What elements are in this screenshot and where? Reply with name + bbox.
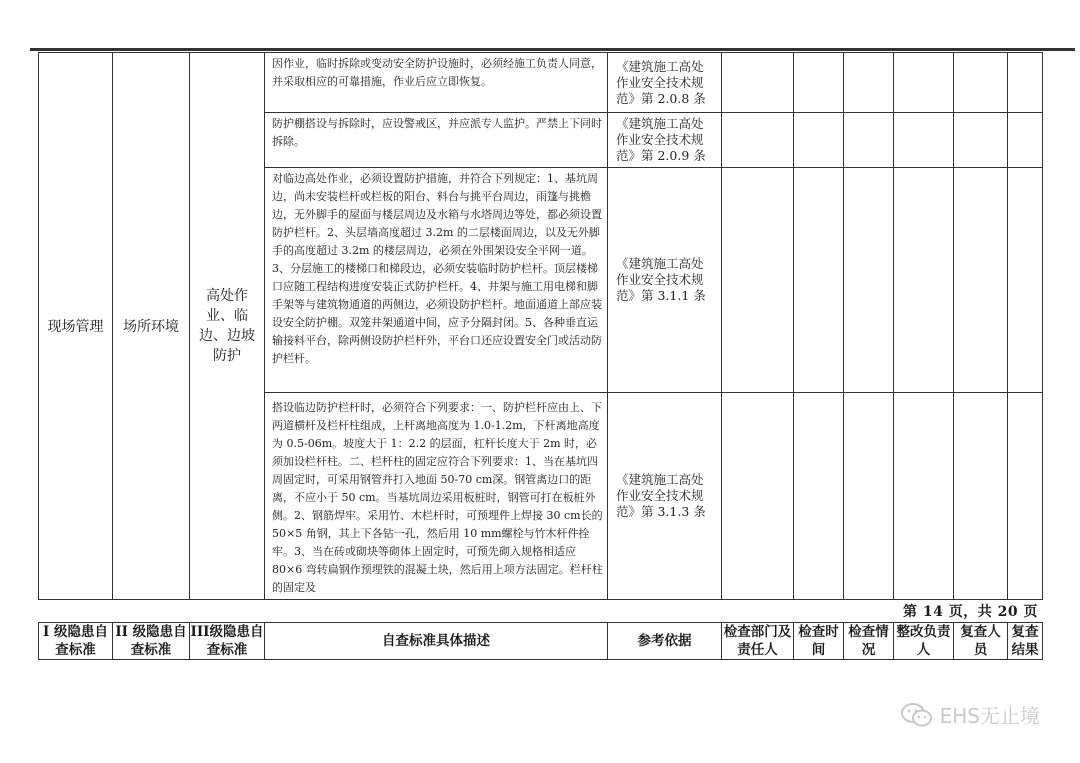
level3-category: 高处作业、临边、边坡防护 [190,53,265,600]
header-row [39,623,1043,660]
header-status: 检查情况 [844,623,894,660]
row-description: 搭设临边防护栏杆时，必须符合下列要求：一、防护栏杆应由上、下两道横杆及栏杆柱组成，上杆离地高度为 1.0-1.2m，下杆离地高度为 0.5-06m。坡度大于 1：2.2 的层面，杠杆长度大于 2m 时，必须加设栏杆柱。二、栏杆柱的固定应符合下列要求：1、当在基坑四周固定时，可采用钢管并打入地面 50-70 cm深。钢管离边口的距离，不应小于 50 cm。当基坑周边采用板桩时，钢管可打在板桩外侧。2、钢筋焊牢。采用竹、木栏杆时，可预埋件上焊接 30 cm长的 50×5 角钢，其上下各钻一孔，然后用 10 mm螺栓与竹木杆件拴牢。3、当在砖或砌块等砌体上固定时，可预先砌入规格相适应 80×6 弯转扁钢作预埋铁的混凝土块，然后用上项方法固定。栏杆柱的固定及 [265,393,608,600]
status-cell [844,53,894,113]
header-time: 检查时间 [794,623,844,660]
time-cell [794,53,844,113]
row-description: 防护棚搭设与拆除时，应设警戒区，并应派专人监护。严禁上下同时拆除。 [265,113,608,168]
header-reviewer: 复查人员 [954,623,1008,660]
status-cell [844,393,894,600]
row-description: 因作业，临时拆除或变动安全防护设施时，必须经施工负责人同意，并采取相应的可靠措施，作业后应立即恢复。 [265,53,608,113]
status-cell [844,168,894,393]
result-cell [1008,168,1043,393]
rectify-cell [894,393,954,600]
header-level1: I 级隐患自查标准 [39,623,113,660]
result-cell [1008,113,1043,168]
header-dept: 检查部门及责任人 [722,623,794,660]
page-number: 第 14 页，共 20 页 [903,604,1038,620]
row-reference: 《建筑施工高处作业安全技术规范》第 2.0.8 条 [608,53,722,113]
reviewer-cell [954,113,1008,168]
header-level2: II 级隐患自查标准 [113,623,190,660]
level1-category: 现场管理 [39,53,113,600]
watermark [900,700,1040,729]
reviewer-cell [954,393,1008,600]
reviewer-cell [954,53,1008,113]
header-reference: 参考依据 [608,623,722,660]
status-cell [844,113,894,168]
row-reference: 《建筑施工高处作业安全技术规范》第 2.0.9 条 [608,113,722,168]
top-rule [30,48,1075,51]
header-table [38,622,1043,660]
header-description: 自查标准具体描述 [265,623,608,660]
rectify-cell [894,53,954,113]
time-cell [794,393,844,600]
header-level3: III级隐患自查标准 [190,624,264,658]
wechat-icon [900,702,934,728]
reviewer-cell [954,168,1008,393]
result-cell [1008,393,1043,600]
watermark-text: EHS无止境 [939,704,1040,728]
standards-table [38,52,1043,600]
time-cell [794,113,844,168]
level2-category: 场所环境 [113,53,190,600]
time-cell [794,168,844,393]
table-row [39,53,1043,113]
header-rectify: 整改负责人 [894,623,954,660]
result-cell [1008,53,1043,113]
header-result: 复查结果 [1008,623,1043,660]
row-reference: 《建筑施工高处作业安全技术规范》第 3.1.3 条 [608,393,722,600]
rectify-cell [894,168,954,393]
row-reference: 《建筑施工高处作业安全技术规范》第 3.1.1 条 [608,168,722,393]
dept-cell [722,168,794,393]
rectify-cell [894,113,954,168]
dept-cell [722,53,794,113]
dept-cell [722,393,794,600]
row-description: 对临边高处作业，必须设置防护措施，并符合下列规定：1、基坑周边，尚未安装栏杆或栏板的阳台、料台与挑平台周边，雨篷与挑檐边，无外脚手的屋面与楼层周边及水箱与水塔周边等处，都必须设置防护栏杆。2、头层墙高度超过 3.2m 的二层楼面周边，以及无外脚手的高度超过 3.2m 的楼层周边，必须在外围架设安全平网一道。3、分层施工的楼梯口和梯段边，必须安装临时防护栏杆。顶层楼梯口应随工程结构进度安装正式防护栏杆。4、井架与施工用电梯和脚手架等与建筑物通道的两侧边，必须设防护栏杆。地面通道上部应装设安全防护棚。双笼井架通道中间，应予分隔封闭。5、各种垂直运输接料平台，除两侧设防护栏杆外，平台口还应设置安全门或活动防护栏杆。 [265,168,608,393]
dept-cell [722,113,794,168]
